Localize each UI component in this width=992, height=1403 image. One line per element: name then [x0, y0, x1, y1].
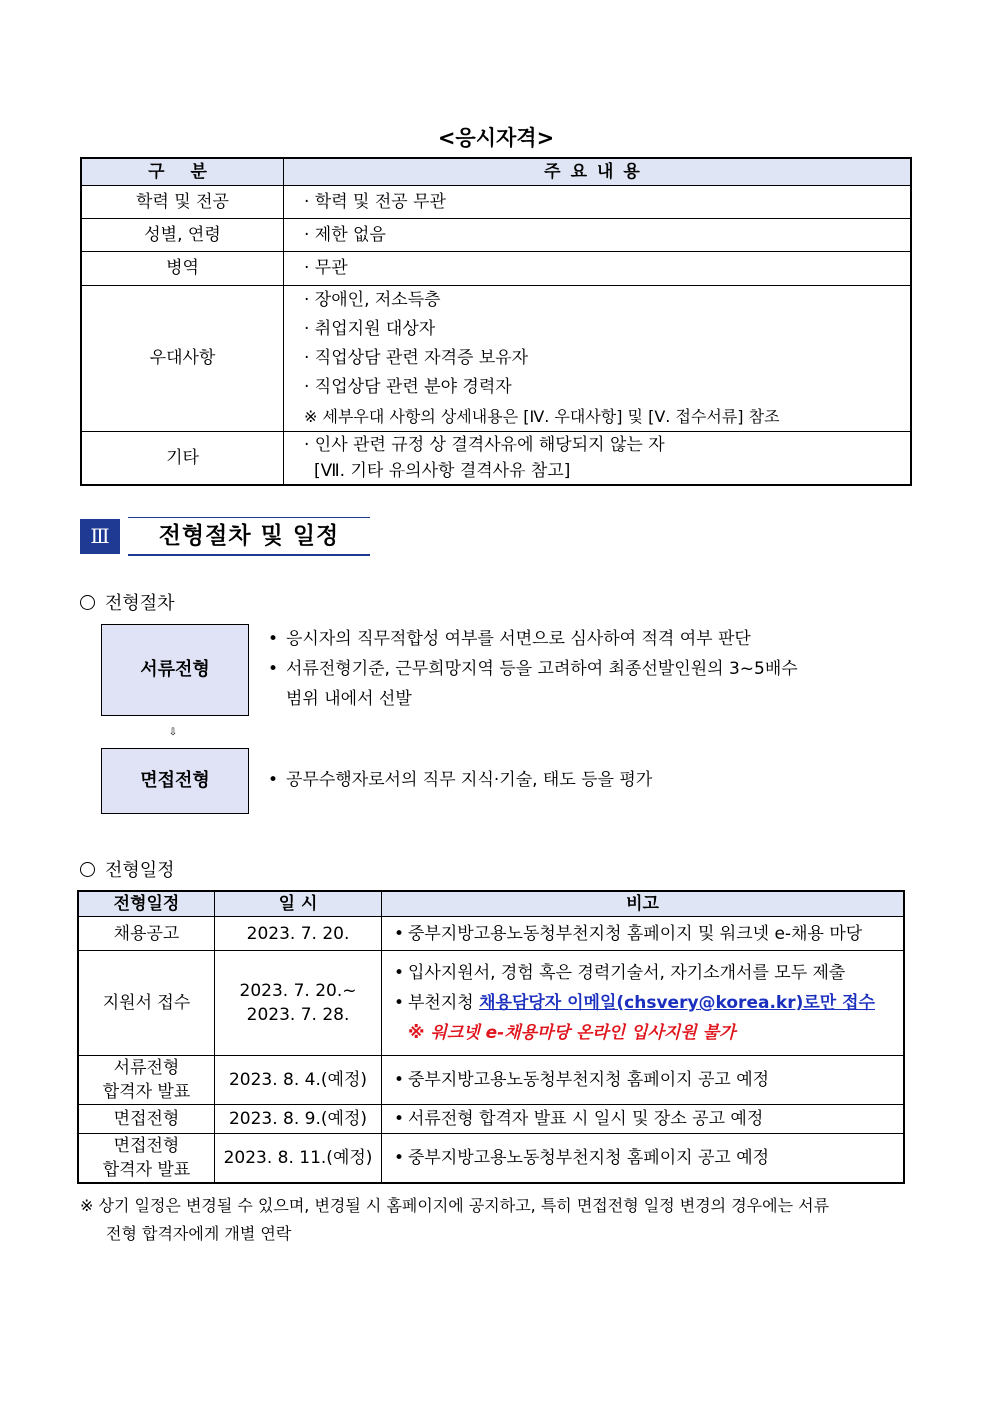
date-line: 2023. 7. 20.~: [239, 981, 357, 1001]
email-only-notice: 채용담당자 이메일(chsvery@korea.kr)로만 접수: [479, 993, 875, 1013]
note-text: 입사지원서, 경험 혹은 경력기술서, 자기소개서를 모두 제출: [408, 963, 846, 983]
schedule-stage: [78, 1134, 215, 1184]
schedule-note: [382, 917, 905, 951]
footnote-line: ※ 상기 일정은 변경될 수 있으며, 변경될 시 홈페이지에 공지하고, 특히 면접전형 일정 변경의 경우에는 서류: [80, 1196, 830, 1215]
content-line: · 장애인, 저소득층: [304, 290, 441, 310]
table-row: [81, 252, 911, 286]
row-category: 우대사항: [81, 286, 284, 432]
note-text: 부천지청: [408, 993, 480, 1013]
row-category: 기타: [81, 432, 284, 486]
note-line: [390, 958, 903, 988]
schedule-header-stage: 전형일정: [78, 891, 215, 917]
list-item-continuation: 범위 내에서 선발: [286, 689, 412, 709]
schedule-note: [382, 1056, 905, 1105]
bullet-icon: •: [268, 629, 279, 649]
bullet-icon: •: [393, 993, 405, 1013]
bullet-icon: •: [393, 963, 405, 983]
note-text: 서류전형 합격자 발표 시 일시 및 장소 공고 예정: [408, 1109, 764, 1129]
table-row: [81, 286, 911, 432]
bullet-icon: •: [393, 1148, 405, 1168]
schedule-note: [382, 1105, 905, 1134]
table-row: [78, 1134, 904, 1184]
row-content: [284, 432, 912, 486]
row-category: 병역: [81, 252, 284, 286]
content-line: · 취업지원 대상자: [304, 319, 436, 339]
table-row: [78, 1056, 904, 1105]
schedule-note: [382, 1134, 905, 1184]
stage-line: 합격자 발표: [102, 1082, 191, 1102]
schedule-header-row: [78, 891, 904, 917]
content-note: ※ 세부우대 사항의 상세내용은 [Ⅳ. 우대사항] 및 [Ⅴ. 접수서류] 참조: [304, 407, 780, 426]
list-item: [268, 654, 908, 684]
content-line: [Ⅶ. 기타 유의사항 결격사유 참고]: [314, 461, 571, 481]
bullet-icon: •: [393, 1070, 405, 1090]
qualification-header-row: [81, 158, 911, 186]
bullet-icon: •: [268, 770, 279, 790]
schedule-date: 2023. 8. 4.(예정): [215, 1056, 382, 1105]
bullet-icon: •: [393, 923, 405, 944]
date-line: 2023. 7. 28.: [246, 1005, 350, 1025]
arrow-down-icon: ⇩: [168, 727, 178, 738]
bullet-icon: •: [393, 1109, 405, 1129]
note-text: 중부지방고용노동청부천지청 홈페이지 공고 예정: [408, 1148, 770, 1168]
schedule-stage: 채용공고: [78, 917, 215, 951]
list-item-text: 공무수행자로서의 직무 지식·기술, 태도 등을 평가: [286, 770, 653, 790]
table-row: [81, 432, 911, 486]
qualification-header-category: 구 분: [81, 158, 284, 186]
row-content: · 제한 없음: [284, 219, 912, 252]
list-item: [268, 765, 908, 795]
row-content: · 무관: [284, 252, 912, 286]
schedule-heading-label: 전형일정: [105, 860, 175, 881]
schedule-stage: 지원서 접수: [78, 951, 215, 1056]
schedule-date: 2023. 8. 11.(예정): [215, 1134, 382, 1184]
qualification-title: <응시자격>: [437, 126, 555, 150]
section-title: 전형절차 및 일정: [128, 517, 370, 556]
stage-line: 면접전형: [113, 1136, 180, 1156]
note-text: 중부지방고용노동청부천지청 홈페이지 및 워크넷 e-채용 마당: [408, 923, 863, 944]
stage-description-document: [268, 624, 908, 714]
schedule-table: [77, 890, 905, 1184]
footnote-line: 전형 합격자에게 개별 연락: [106, 1224, 292, 1243]
note-text: 중부지방고용노동청부천지청 홈페이지 공고 예정: [408, 1070, 770, 1090]
content-line: · 직업상담 관련 분야 경력자: [304, 377, 512, 397]
schedule-stage: [78, 1056, 215, 1105]
content-line: · 직업상담 관련 자격증 보유자: [304, 348, 529, 368]
table-row: [78, 951, 904, 1056]
schedule-footnote: [80, 1192, 920, 1248]
circle-bullet-icon: [80, 595, 95, 610]
list-item: [268, 624, 908, 654]
schedule-header-note: 비고: [382, 891, 905, 917]
table-row: [81, 186, 911, 219]
list-item-text: 응시자의 직무적합성 여부를 서면으로 심사하여 적격 여부 판단: [286, 629, 751, 649]
qualification-table: [80, 157, 912, 486]
note-line: [390, 988, 903, 1018]
table-row: [81, 219, 911, 252]
schedule-date: 2023. 7. 20.: [215, 917, 382, 951]
table-row: [78, 1105, 904, 1134]
warning-notice: ※ 워크넷 e-채용마당 온라인 입사지원 불가: [408, 1023, 736, 1043]
table-row: [78, 917, 904, 951]
row-content: · 학력 및 전공 무관: [284, 186, 912, 219]
qualification-header-content: 주요내용: [284, 158, 912, 186]
stage-line: 합격자 발표: [102, 1160, 191, 1180]
stage-line: 서류전형: [113, 1058, 180, 1078]
stage-box-interview: 면접전형: [101, 748, 249, 814]
bullet-icon: •: [268, 659, 279, 679]
procedure-heading: [80, 589, 175, 615]
row-category: 학력 및 전공: [81, 186, 284, 219]
schedule-note: [382, 951, 905, 1056]
list-item-text: 서류전형기준, 근무희망지역 등을 고려하여 최종선발인원의 3~5배수: [286, 659, 798, 679]
row-category: 성별, 연령: [81, 219, 284, 252]
stage-box-document: 서류전형: [101, 624, 249, 716]
schedule-stage: 면접전형: [78, 1105, 215, 1134]
row-content: [284, 286, 912, 432]
procedure-heading-label: 전형절차: [105, 593, 175, 614]
section-number-badge: Ⅲ: [80, 519, 120, 554]
stage-description-interview: [268, 765, 908, 795]
schedule-heading: [80, 856, 175, 882]
schedule-header-date: 일 시: [215, 891, 382, 917]
schedule-date: 2023. 8. 9.(예정): [215, 1105, 382, 1134]
schedule-date: [215, 951, 382, 1056]
circle-bullet-icon: [80, 862, 95, 877]
content-line: · 인사 관련 규정 상 결격사유에 해당되지 않는 자: [304, 435, 665, 455]
